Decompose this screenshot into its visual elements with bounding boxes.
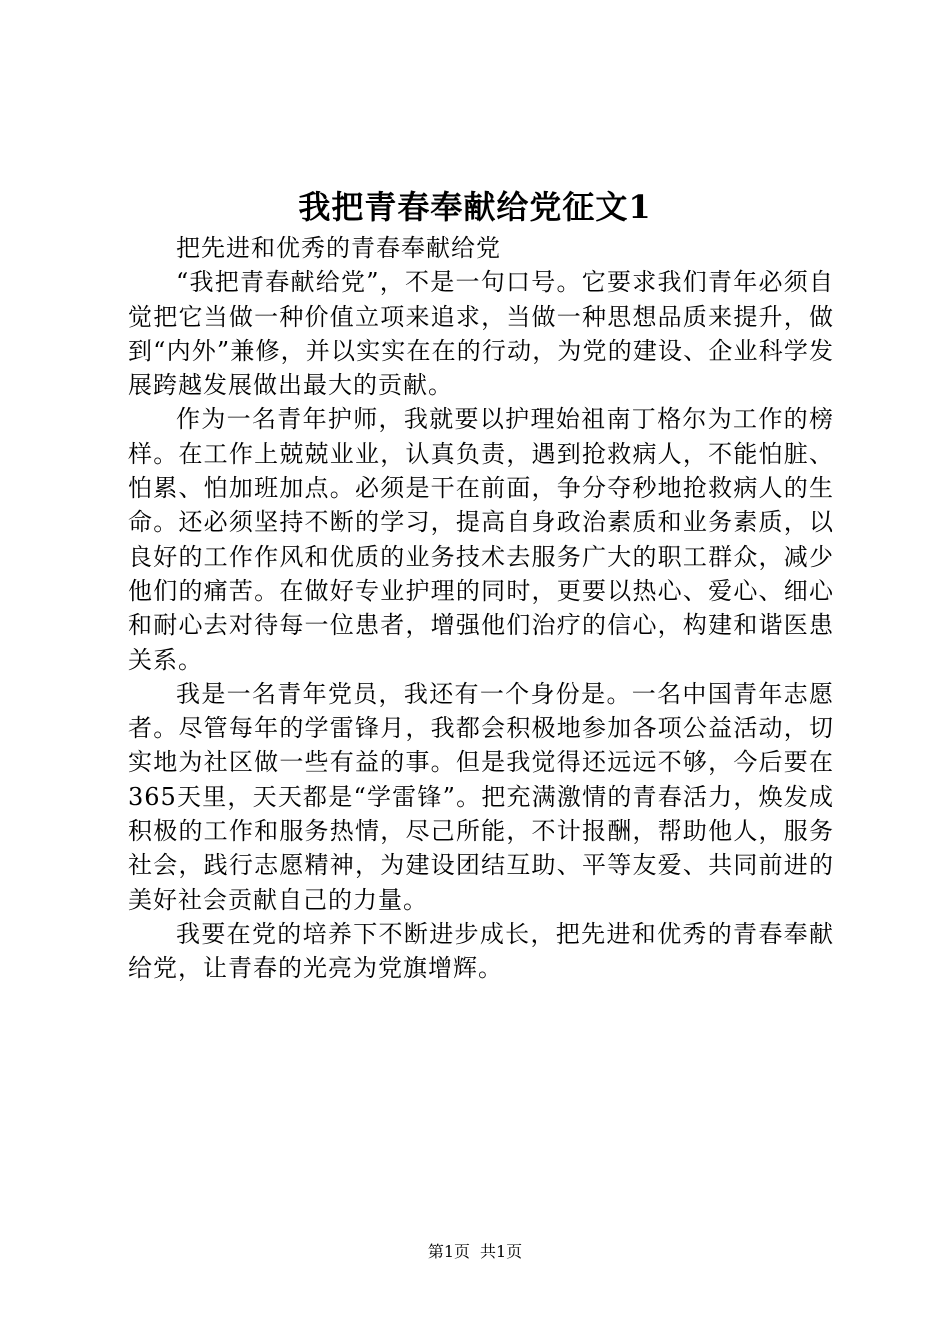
paragraph-4: 我要在党的培养下不断进步成长，把先进和优秀的青春奉献给党，让青春的光亮为党旗增辉。 (128, 919, 834, 983)
page-footer (0, 1240, 950, 1264)
document-body (128, 231, 834, 986)
document-title: 我把青春奉献给党征文1 (298, 188, 652, 226)
paragraph-1: “我把青春献给党”，不是一句口号。它要求我们青年必须自觉把它当做一种价值立项来追求，当做一种思想品质来提升，做到“内外”兼修，并以实实在在的行动，为党的建设、企业科学发展跨越发展做出最大的贡献。 (128, 268, 834, 400)
page-total: 共1页 (480, 1242, 523, 1261)
paragraph-3: 我是一名青年党员，我还有一个身份是。一名中国青年志愿者。尽管每年的学雷锋月，我都会积极地参加各项公益活动，切实地为社区做一些有益的事。但是我觉得还远远不够，今后要在365天里，天天都是“学雷锋”。把充满激情的青春活力，焕发成积极的工作和服务热情，尽己所能，不计报酬，帮助他人，服务社会，践行志愿精神，为建设团结互助、平等友爱、共同前进的美好社会贡献自己的力量。 (128, 679, 834, 914)
paragraph-2: 作为一名青年护师，我就要以护理始祖南丁格尔为工作的榜样。在工作上兢兢业业，认真负责，遇到抢救病人，不能怕脏、怕累、怕加班加点。必须是干在前面，争分夺秒地抢救病人的生命。还必须坚持不断的学习，提高自身政治素质和业务素质，以良好的工作作风和优质的业务技术去服务广大的职工群众，减少他们的痛苦。在做好专业护理的同时，更要以热心、爱心、细心和耐心去对待每一位患者，增强他们治疗的信心，构建和谐医患关系。 (128, 405, 834, 674)
page-number: 第1页 (427, 1242, 470, 1261)
paragraph-subtitle: 把先进和优秀的青春奉献给党 (176, 234, 501, 262)
